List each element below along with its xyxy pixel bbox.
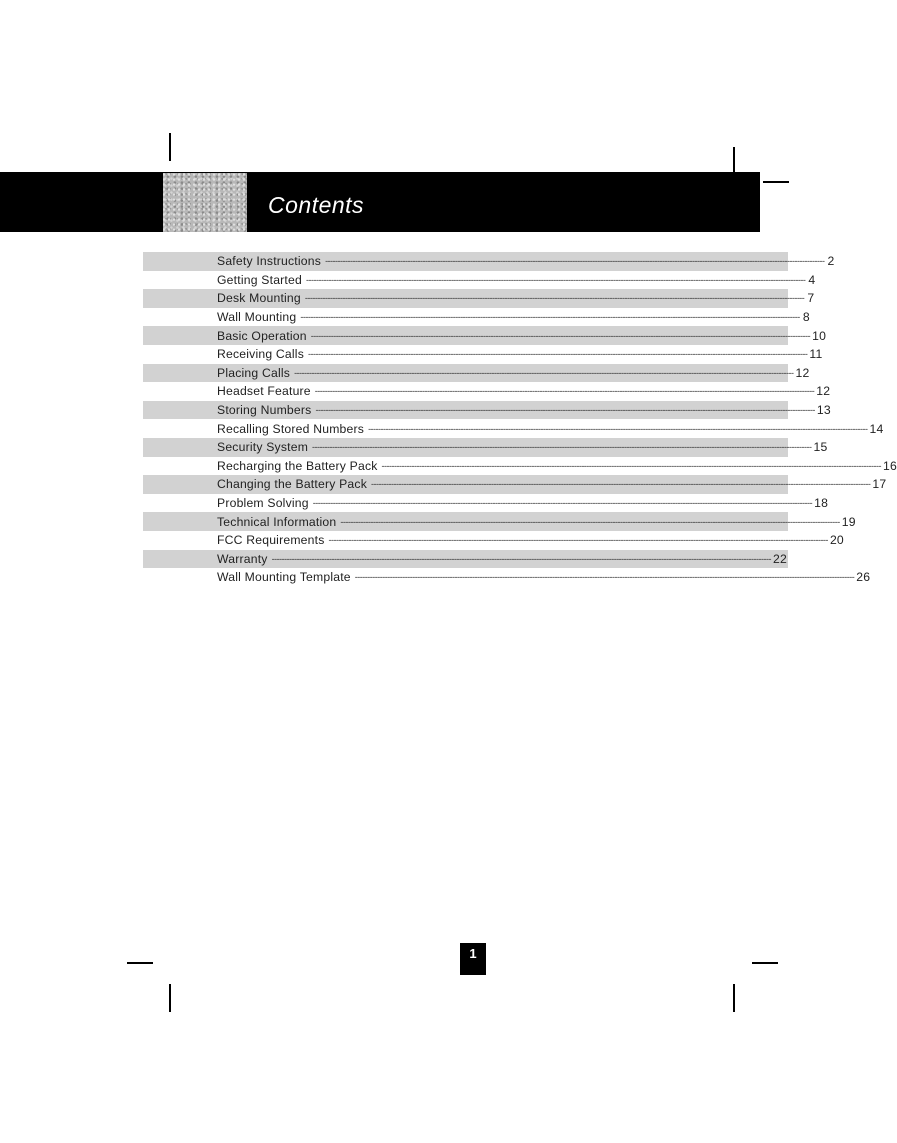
- toc-entry-page: 26: [856, 570, 871, 585]
- toc-entry: [143, 494, 829, 513]
- toc-entry-title: Headset Feature: [217, 384, 311, 399]
- toc-entry: [143, 531, 844, 550]
- toc-entry-title: Warranty: [217, 551, 268, 566]
- toc-entry: [143, 252, 835, 271]
- crop-mark-bottom-left: [169, 984, 171, 1012]
- toc-entry-page: 12: [795, 365, 810, 380]
- toc-leader: --------------------------------------------------------------------------------------------------------------------------------------------------------------------------------------------------------: [312, 442, 812, 453]
- crop-mark-top-right: [733, 147, 735, 175]
- toc-entry: [143, 401, 831, 420]
- toc-entry-title: Security System: [217, 440, 309, 455]
- toc-entry-title: Storing Numbers: [217, 403, 312, 418]
- toc-entry: [143, 512, 856, 531]
- toc-entry-title: Safety Instructions: [217, 254, 322, 269]
- toc-entry-title: Wall Mounting: [217, 310, 297, 325]
- toc-entry: [143, 438, 828, 457]
- crop-mark-top-left: [169, 133, 171, 161]
- toc-entry: [143, 271, 816, 290]
- toc-entry: [143, 550, 788, 569]
- toc-entry-page: 2: [827, 254, 835, 269]
- toc-entry: [143, 364, 810, 383]
- toc-entry-title: Getting Started: [217, 272, 302, 287]
- toc-leader: --------------------------------------------------------------------------------------------------------------------------------------------------------------------------------------------------------: [271, 553, 772, 564]
- toc-leader: --------------------------------------------------------------------------------------------------------------------------------------------------------------------------------------------------------: [310, 330, 811, 341]
- toc-entry-page: 20: [829, 533, 844, 548]
- header-texture-image: [163, 173, 247, 232]
- toc-leader: --------------------------------------------------------------------------------------------------------------------------------------------------------------------------------------------------------: [328, 535, 828, 546]
- toc-entry-page: 14: [869, 421, 884, 436]
- toc-entry-page: 12: [816, 384, 831, 399]
- page-number-badge: 1: [460, 943, 486, 975]
- toc-entry: [143, 326, 827, 345]
- toc-entry-page: 8: [802, 310, 810, 325]
- toc-entry-title: Problem Solving: [217, 496, 309, 511]
- toc-entry-page: 11: [809, 347, 823, 362]
- toc-leader: --------------------------------------------------------------------------------------------------------------------------------------------------------------------------------------------------------: [304, 293, 805, 304]
- toc-entry-page: 22: [773, 551, 787, 566]
- toc-entry: [143, 345, 823, 364]
- toc-entry-title: FCC Requirements: [217, 533, 325, 548]
- toc-leader: --------------------------------------------------------------------------------------------------------------------------------------------------------------------------------------------------------: [315, 405, 815, 416]
- toc-entry-page: 19: [841, 514, 856, 529]
- crop-mark-right-lower: [752, 962, 778, 964]
- toc-entry-title: Receiving Calls: [217, 347, 304, 362]
- toc-entry: [143, 419, 884, 438]
- toc-entry-page: 7: [807, 291, 815, 306]
- toc-entry-title: Wall Mounting Template: [217, 570, 351, 585]
- toc-leader: --------------------------------------------------------------------------------------------------------------------------------------------------------------------------------------------------------: [325, 256, 825, 267]
- crop-mark-bottom-right: [733, 984, 735, 1012]
- toc-leader: --------------------------------------------------------------------------------------------------------------------------------------------------------------------------------------------------------: [354, 572, 855, 583]
- toc-entry-page: 16: [882, 458, 897, 473]
- toc-entry-page: 18: [814, 496, 829, 511]
- toc-leader: --------------------------------------------------------------------------------------------------------------------------------------------------------------------------------------------------------: [312, 498, 813, 509]
- toc-entry-page: 15: [813, 440, 828, 455]
- page-title: Contents: [268, 192, 365, 218]
- toc-entry-title: Technical Information: [217, 514, 337, 529]
- toc-entry-title: Recalling Stored Numbers: [217, 421, 365, 436]
- toc-entry: [143, 289, 815, 308]
- toc-entry-title: Changing the Battery Pack: [217, 477, 367, 492]
- header-bar: [0, 172, 760, 232]
- toc-leader: --------------------------------------------------------------------------------------------------------------------------------------------------------------------------------------------------------: [305, 274, 806, 285]
- toc-leader: --------------------------------------------------------------------------------------------------------------------------------------------------------------------------------------------------------: [340, 516, 840, 527]
- toc-entry-title: Recharging the Battery Pack: [217, 458, 378, 473]
- crop-mark-left-lower: [127, 962, 153, 964]
- toc-entry: [143, 475, 887, 494]
- toc-entry-title: Desk Mounting: [217, 291, 301, 306]
- toc-entry-title: Placing Calls: [217, 365, 291, 380]
- crop-mark-right-upper: [763, 181, 789, 183]
- toc-leader: --------------------------------------------------------------------------------------------------------------------------------------------------------------------------------------------------------: [370, 479, 871, 490]
- toc-leader: --------------------------------------------------------------------------------------------------------------------------------------------------------------------------------------------------------: [381, 460, 881, 471]
- toc-entry: [143, 382, 831, 401]
- toc-leader: --------------------------------------------------------------------------------------------------------------------------------------------------------------------------------------------------------: [308, 349, 808, 360]
- toc-leader: --------------------------------------------------------------------------------------------------------------------------------------------------------------------------------------------------------: [300, 312, 800, 323]
- toc-entry-page: 4: [808, 272, 816, 287]
- toc-entry: [143, 308, 810, 327]
- toc-leader: --------------------------------------------------------------------------------------------------------------------------------------------------------------------------------------------------------: [294, 367, 794, 378]
- toc-entry-page: 17: [872, 477, 887, 492]
- toc-entry: [143, 457, 897, 476]
- table-of-contents: [143, 252, 897, 587]
- toc-entry-page: 13: [816, 403, 831, 418]
- toc-entry-title: Basic Operation: [217, 328, 307, 343]
- toc-entry-page: 10: [812, 328, 827, 343]
- toc-leader: --------------------------------------------------------------------------------------------------------------------------------------------------------------------------------------------------------: [314, 386, 815, 397]
- toc-entry: [143, 568, 871, 587]
- toc-leader: --------------------------------------------------------------------------------------------------------------------------------------------------------------------------------------------------------: [368, 423, 868, 434]
